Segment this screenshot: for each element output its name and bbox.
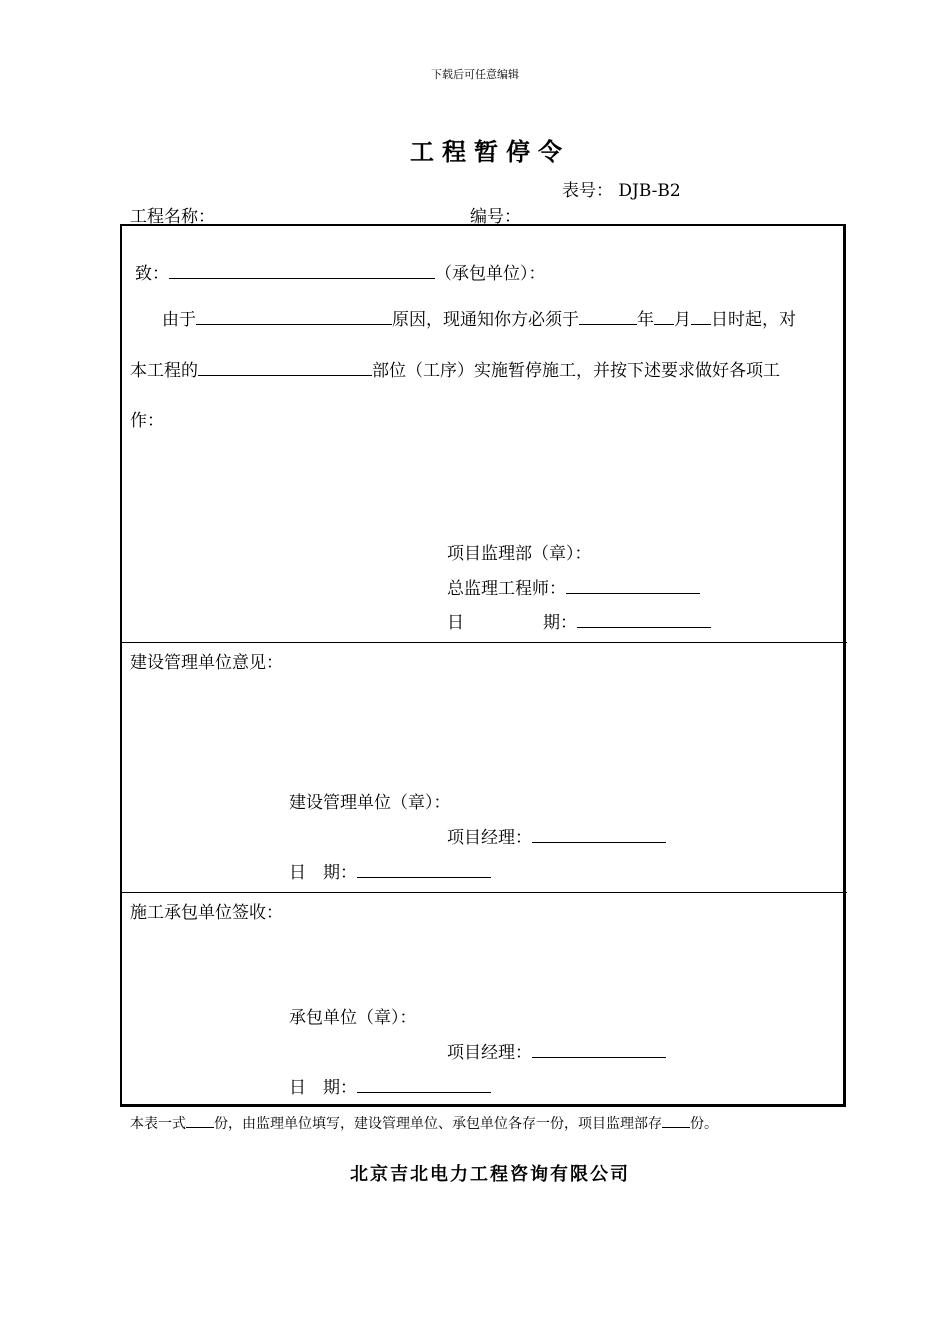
footnote-text-c: 份。 <box>690 1116 718 1132</box>
construction-manager-blank[interactable] <box>532 828 666 843</box>
construction-manager-label: 项目经理： <box>447 828 532 848</box>
line1-text-b: 原因，现通知你方必须于 <box>392 310 579 330</box>
date-label-a: 日 <box>447 613 464 633</box>
contractor-date-line <box>289 1073 491 1098</box>
construction-date-blank[interactable] <box>357 863 491 878</box>
section-divider <box>120 892 847 893</box>
supervision-date-blank[interactable] <box>577 613 711 628</box>
supervision-copies-blank[interactable] <box>662 1115 690 1128</box>
supervision-date-line <box>447 608 711 633</box>
project-name-label: 工程名称： <box>130 207 215 227</box>
month-blank[interactable] <box>654 310 674 325</box>
footnote <box>130 1113 718 1133</box>
copies-blank[interactable] <box>186 1115 214 1128</box>
notice-to-line <box>135 259 546 284</box>
to-suffix: （承包单位）： <box>435 264 546 284</box>
contractor-name-blank[interactable] <box>169 264 435 279</box>
year-blank[interactable] <box>579 310 637 325</box>
line1-text-c: 日时起，对 <box>711 310 796 330</box>
chief-engineer-blank[interactable] <box>566 579 700 594</box>
footnote-text-b: 份，由监理单位填写，建设管理单位、承包单位各存一份，项目监理部存 <box>214 1116 662 1132</box>
header-note: 下载后可任意编辑 <box>431 68 519 81</box>
notice-line-2 <box>130 356 780 381</box>
line2-text-b: 部位（工序）实施暂停施工，并按下述要求做好各项工 <box>372 361 780 381</box>
month-label: 月 <box>674 310 691 330</box>
supervision-dept-label: 项目监理部（章）： <box>447 544 592 564</box>
year-label: 年 <box>637 310 654 330</box>
serial-label: 编号： <box>470 207 521 227</box>
contractor-date-blank[interactable] <box>357 1078 491 1093</box>
chief-engineer-line <box>447 574 700 599</box>
contractor-manager-line <box>447 1038 666 1063</box>
line1-text-a: 由于 <box>162 310 196 330</box>
contractor-manager-blank[interactable] <box>532 1043 666 1058</box>
construction-date-line <box>289 858 491 883</box>
construction-seal-label: 建设管理单位（章）： <box>289 793 451 813</box>
form-number: 表号： DJB-B2 <box>562 181 681 201</box>
company-name: 北京吉北电力工程咨询有限公司 <box>350 1164 630 1185</box>
contractor-seal-label: 承包单位（章）： <box>289 1008 417 1028</box>
notice-line-3: 作： <box>130 411 164 431</box>
reason-blank[interactable] <box>196 310 392 325</box>
contractor-manager-label: 项目经理： <box>447 1043 532 1063</box>
page-title: 工程暂停令 <box>410 137 570 166</box>
construction-opinion-label: 建设管理单位意见： <box>130 653 283 673</box>
day-blank[interactable] <box>691 310 711 325</box>
contractor-sign-label: 施工承包单位签收： <box>130 903 283 923</box>
chief-engineer-label: 总监理工程师： <box>447 579 566 599</box>
date-label-b: 期： <box>543 613 577 633</box>
section-divider <box>120 642 847 643</box>
line2-text-a: 本工程的 <box>130 361 198 381</box>
contractor-date-label: 日 期： <box>289 1078 357 1098</box>
notice-line-1 <box>162 305 796 330</box>
location-blank[interactable] <box>198 361 372 376</box>
footnote-text-a: 本表一式 <box>130 1116 186 1132</box>
construction-date-label: 日 期： <box>289 863 357 883</box>
to-prefix: 致： <box>135 264 169 284</box>
construction-manager-line <box>447 823 666 848</box>
